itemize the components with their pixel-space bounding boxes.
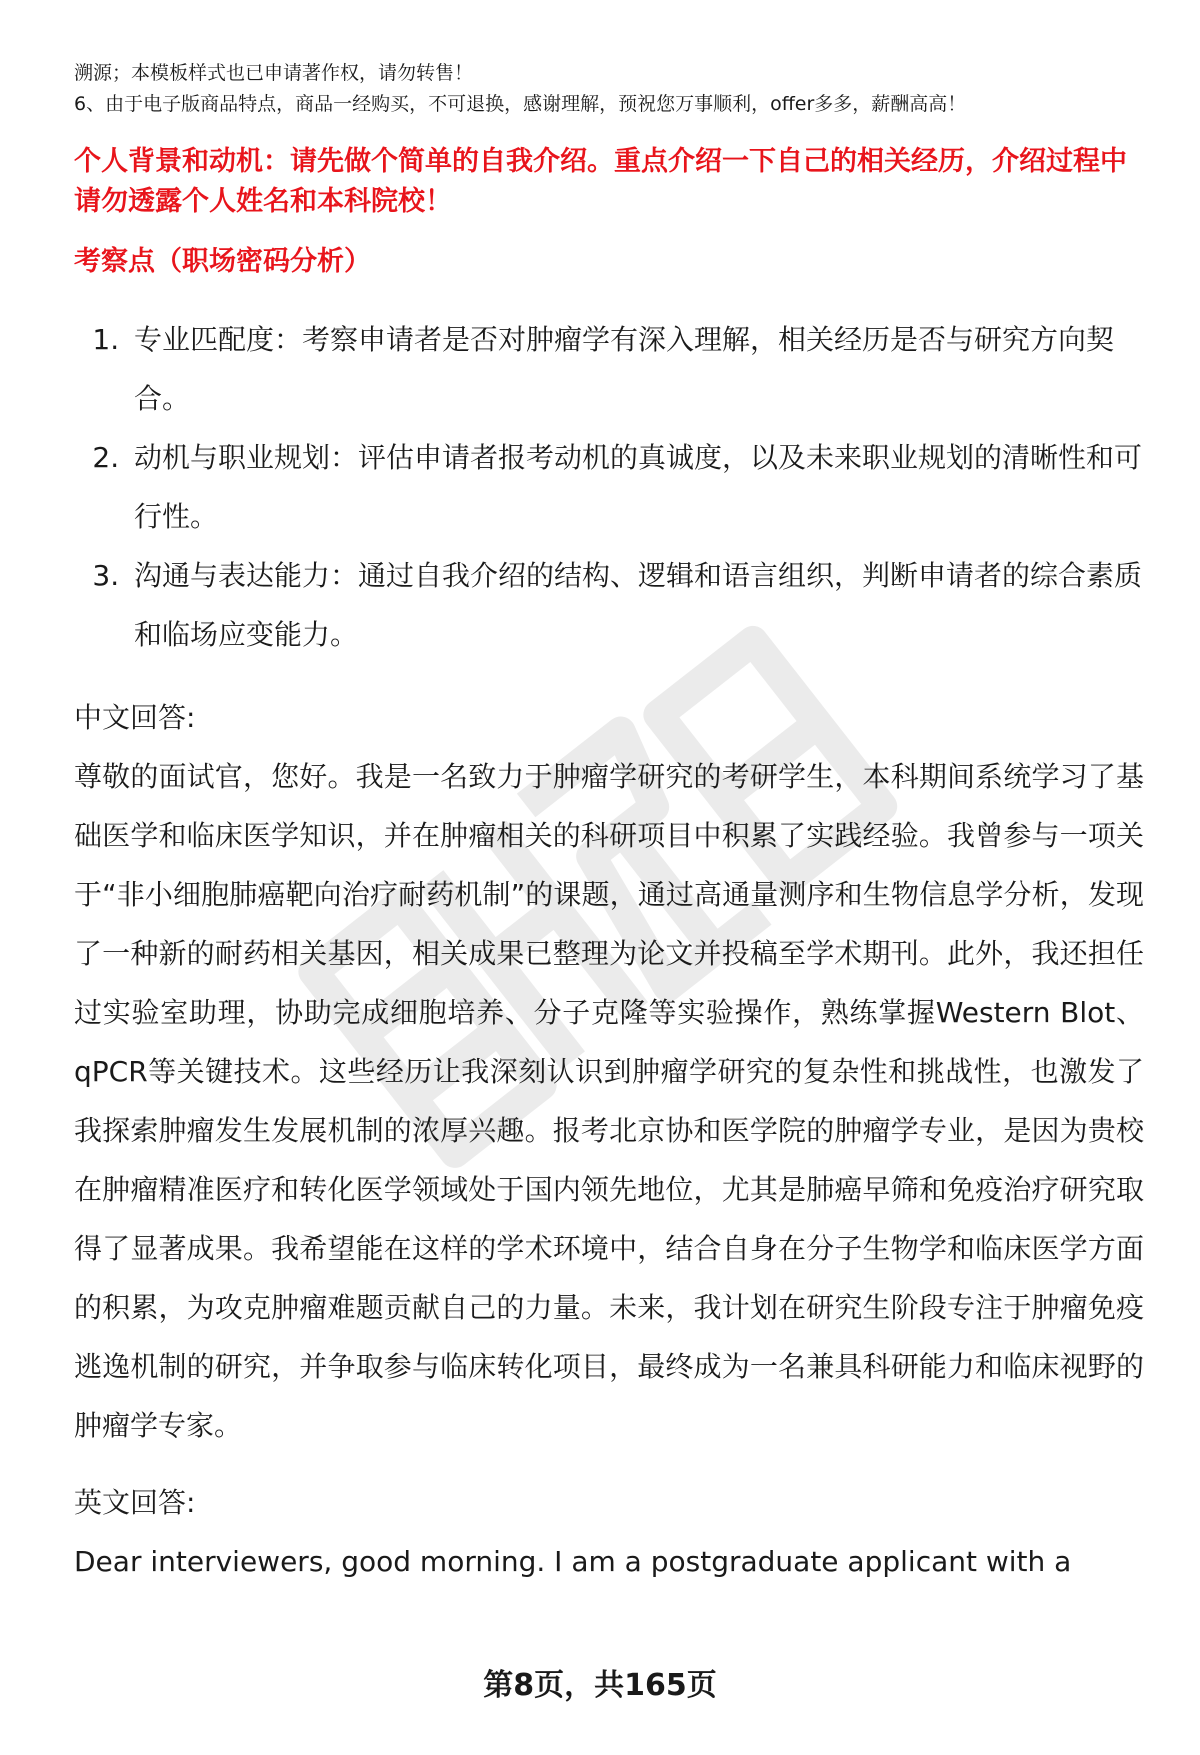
assessment-list: [74, 310, 1144, 664]
answer-cn-text: 尊敬的面试官，您好。我是一名致力于肿瘤学研究的考研学生，本科期间系统学习了基础医学和临床医学知识，并在肿瘤相关的科研项目中积累了实践经验。我曾参与一项关于“非小细胞肺癌靶向治疗耐药机制”的课题，通过高通量测序和生物信息学分析，发现了一种新的耐药相关基因，相关成果已整理为论文并投稿至学术期刊。此外，我还担任过实验室助理，协助完成细胞培养、分子克隆等实验操作，熟练掌握Western Blot、qPCR等关键技术。这些经历让我深刻认识到肿瘤学研究的复杂性和挑战性，也激发了我探索肿瘤发生发展机制的浓厚兴趣。报考北京协和医学院的肿瘤学专业，是因为贵校在肿瘤精准医疗和转化医学领域处于国内领先地位，尤其是肺癌早筛和免疫治疗研究取得了显著成果。我希望能在这样的学术环境中，结合自身在分子生物学和临床医学方面的积累，为攻克肿瘤难题贡献自己的力量。未来，我计划在研究生阶段专注于肿瘤免疫逃逸机制的研究，并争取参与临床转化项目，最终成为一名兼具科研能力和临床视野的肿瘤学专家。: [74, 760, 1144, 1442]
notice-line-1: 溯源；本模板样式也已申请著作权，请勿转售！: [74, 62, 474, 84]
question-title: 个人背景和动机：请先做个简单的自我介绍。重点介绍一下自己的相关经历，介绍过程中请勿透露个人姓名和本科院校！: [74, 146, 1127, 217]
list-item: 2. 动机与职业规划：评估申请者报考动机的真诚度，以及未来职业规划的清晰性和可行性。: [128, 428, 1144, 546]
page-number: 第8页，共165页: [483, 1668, 717, 1703]
notice-line-2: 6、由于电子版商品特点，商品一经购买，不可退换，感谢理解，预祝您万事顺利，offer多多，薪酬高高！: [74, 93, 967, 115]
answer-cn-label: 中文回答:: [74, 701, 196, 734]
list-item: 3. 沟通与表达能力：通过自我介绍的结构、逻辑和语言组织，判断申请者的综合素质和临场应变能力。: [128, 546, 1144, 664]
answer-en-text: Dear interviewers, good morning. I am a postgraduate applicant with a: [74, 1545, 1072, 1578]
answer-en-label: 英文回答:: [74, 1486, 196, 1519]
document-page: [74, 58, 1144, 1591]
assessment-title: 考察点（职场密码分析）: [74, 246, 371, 277]
list-item: 1. 专业匹配度：考察申请者是否对肿瘤学有深入理解，相关经历是否与研究方向契合。: [128, 310, 1144, 428]
